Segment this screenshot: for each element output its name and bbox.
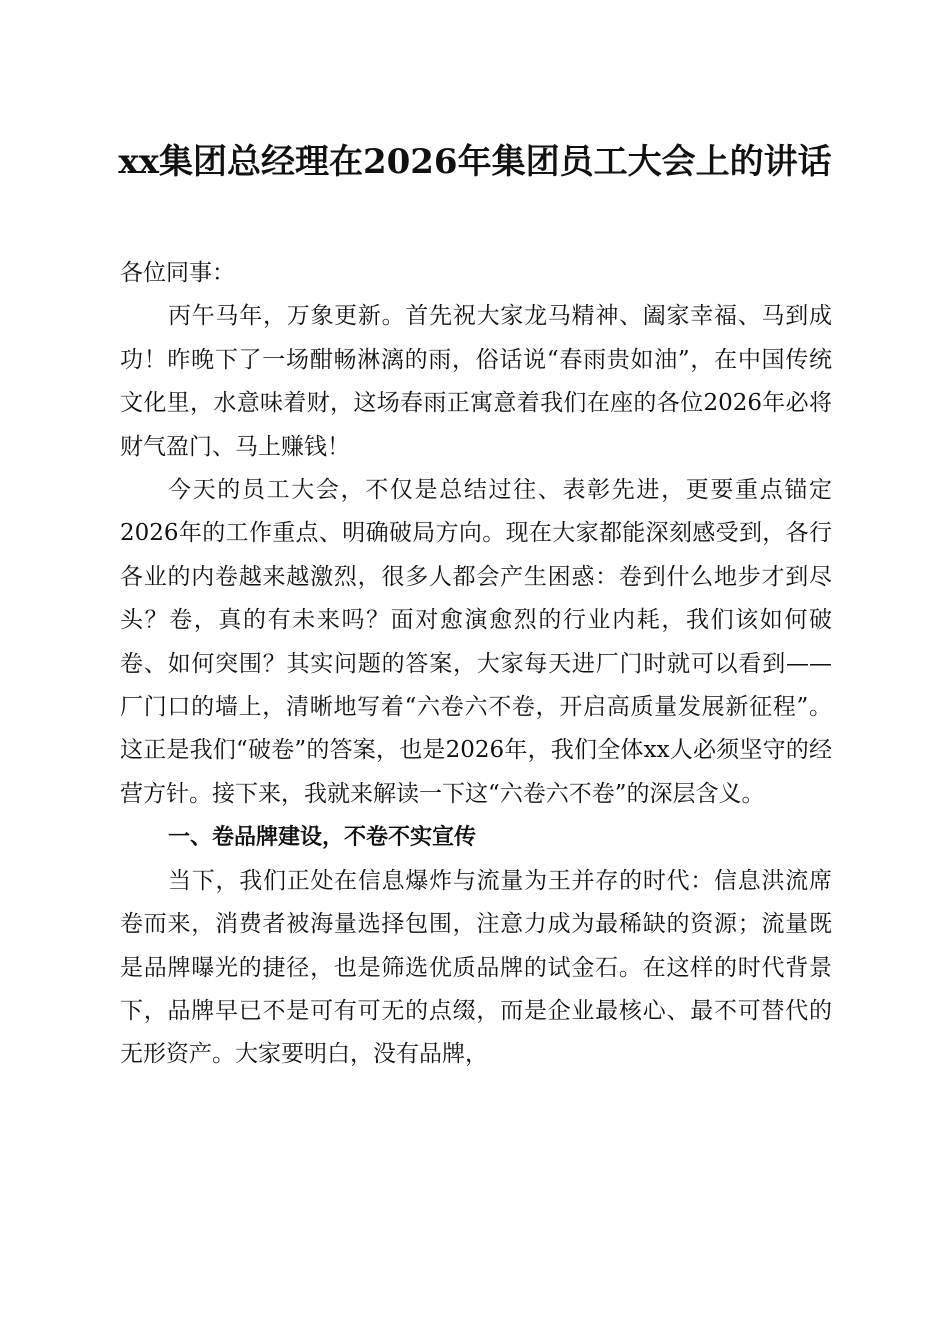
paragraph-meeting-purpose: 今天的员工大会，不仅是总结过往、表彰先进，更要重点锚定2026年的工作重点、明确破局方向。现在大家都能深刻感受到，各行各业的内卷越来越激烈，很多人都会产生困惑：卷到什么地步才到尽头？卷，真的有未来吗？面对愈演愈烈的行业内耗，我们该如何破卷、如何突围？其实问题的答案，大家每天进厂门时就可以看到——厂门口的墙上，清晰地写着“六卷六不卷，开启高质量发展新征程”。这正是我们“破卷”的答案，也是2026年，我们全体xx人必须坚守的经营方针。接下来，我就来解读一下这“六卷六不卷”的深层含义。 bbox=[120, 477, 832, 807]
document-body bbox=[120, 252, 832, 1077]
paragraph-opening: 丙午马年，万象更新。首先祝大家龙马精神、阖家幸福、马到成功！昨晚下了一场酣畅淋漓的雨，俗话说“春雨贵如油”，在中国传统文化里，水意味着财，这场春雨正寓意着我们在座的各位2026年必将财气盈门、马上赚钱！ bbox=[120, 303, 832, 460]
paragraph-section-one: 当下，我们正处在信息爆炸与流量为王并存的时代：信息洪流席卷而来，消费者被海量选择包围，注意力成为最稀缺的资源；流量既是品牌曝光的捷径，也是筛选优质品牌的试金石。在这样的时代背景下，品牌早已不是可有可无的点缀，而是企业最核心、最不可替代的无形资产。大家要明白，没有品牌， bbox=[120, 867, 832, 1068]
document-title: xx集团总经理在2026年集团员工大会上的讲话 bbox=[118, 142, 832, 182]
section-heading: 一、卷品牌建设，不卷不实宣传 bbox=[168, 825, 477, 851]
salutation: 各位同事： bbox=[120, 260, 235, 286]
